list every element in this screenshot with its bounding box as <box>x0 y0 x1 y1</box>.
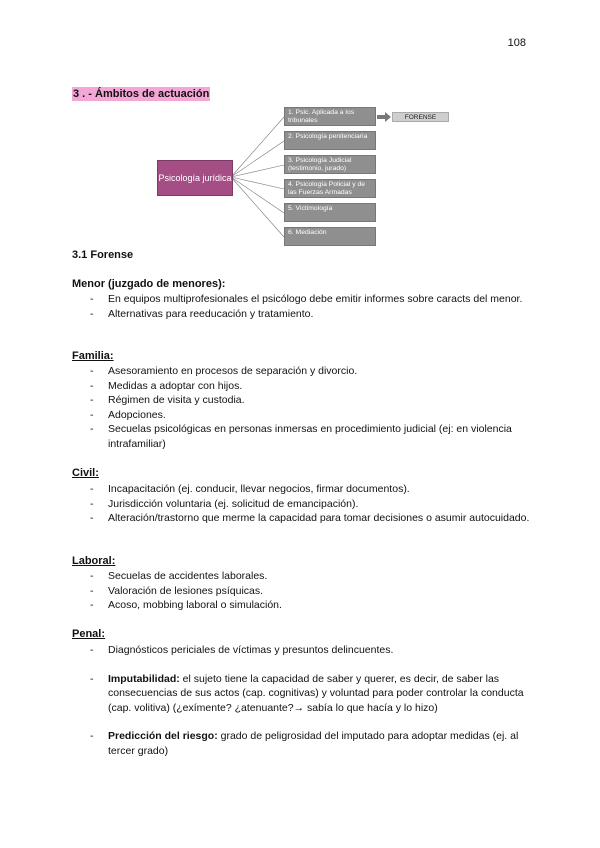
item-text: el sujeto tiene la capacidad de saber y querer, es decir, de saber las consecuencias de sus actos (cap. cognitivas) y voluntad para poder controlar la conducta (cap. volitiva) (¿exímente? ¿atenuante?→ sabía lo que hacía y lo hizo) <box>108 672 524 714</box>
list-item <box>90 672 530 716</box>
list-item: - En equipos multiprofesionales el psicólogo debe emitir informes sobre caracts del menor. <box>90 292 530 307</box>
connector-6 <box>231 177 284 237</box>
group-title-penal: Penal: <box>72 628 106 640</box>
item-term: Predicción del riesgo: <box>108 730 218 742</box>
diagram-branch-1: 1. Psic. Aplicada a los tribunales <box>284 107 376 126</box>
list-item: - Jurisdicción voluntaria (ej. solicitud de emancipación). <box>90 497 530 512</box>
list-item: - Alteración/trastorno que merme la capacidad para tomar decisiones o asumir autocuidado. <box>90 511 530 526</box>
group-list-menor <box>90 292 530 321</box>
group-title-familia: Familia: <box>72 350 114 362</box>
connector-5 <box>231 177 284 213</box>
diagram-branch-6: 6. Mediación <box>284 227 376 246</box>
item-text: grado de peligrosidad del imputado para adoptar medidas (ej. al tercer grado) <box>108 730 519 757</box>
diagram-branch-4: 4. Psicología Policial y de las Fuerzas Armadas <box>284 179 376 198</box>
list-item <box>90 643 530 658</box>
connector-4 <box>231 177 284 189</box>
list-item: - Alternativas para reeducación y tratamiento. <box>90 307 530 322</box>
list-item: - Secuelas de accidentes laborales. <box>90 569 530 584</box>
list-item <box>90 729 530 758</box>
connector-3 <box>231 165 284 177</box>
connector-1 <box>231 117 284 177</box>
group-title-menor: Menor (juzgado de menores): <box>72 278 226 290</box>
diagram-branch-2: 2. Psicología penitenciaria <box>284 131 376 150</box>
list-item: - Secuelas psicológicas en personas inmersas en procedimiento judicial (ej: en violencia intrafamiliar) <box>90 422 530 451</box>
diagram-center-node: Psicología jurídica <box>157 160 233 196</box>
list-item: - Acoso, mobbing laboral o simulación. <box>90 598 530 613</box>
list-item: - Régimen de visita y custodia. <box>90 393 530 408</box>
forense-arrow <box>377 112 391 122</box>
group-list-civil <box>90 482 530 526</box>
group-list-familia <box>90 364 530 451</box>
group-title-laboral: Laboral: <box>72 555 116 567</box>
list-item: - Medidas a adoptar con hijos. <box>90 379 530 394</box>
list-item: - Incapacitación (ej. conducir, llevar negocios, firmar documentos). <box>90 482 530 497</box>
section-title: 3 . - Ámbitos de actuación <box>73 88 210 100</box>
list-item: - Adopciones. <box>90 408 530 423</box>
group-title-civil: Civil: <box>72 467 99 479</box>
list-item: - Asesoramiento en procesos de separación y divorcio. <box>90 364 530 379</box>
diagram-branch-5: 5. Victimología <box>284 203 376 222</box>
group-list-laboral <box>90 569 530 613</box>
item-term: Imputabilidad: <box>108 672 180 685</box>
connector-2 <box>231 141 284 177</box>
group-list-penal <box>90 643 530 758</box>
forense-tag: FORENSE <box>392 112 449 122</box>
item-text: Diagnósticos periciales de víctimas y presuntos delincuentes. <box>108 644 394 656</box>
list-item: - Valoración de lesiones psíquicas. <box>90 584 530 599</box>
diagram-branch-3: 3. Psicología Judicial (testimonio, jurado) <box>284 155 376 174</box>
page-number: 108 <box>507 37 526 49</box>
subsection-title: 3.1 Forense <box>72 249 134 261</box>
